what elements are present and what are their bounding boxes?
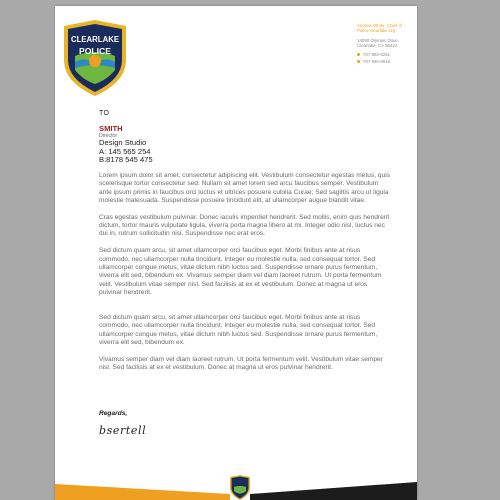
contact-address-line2: Clearlake, CA 95422	[357, 43, 398, 49]
contact-address-line1: 14050 Olympic Drive,	[357, 37, 399, 43]
contact-phone: 707 994-8251	[363, 51, 391, 57]
footer-badge-icon	[230, 475, 250, 500]
recipient-phone-a: A: 145 565 254	[99, 146, 151, 156]
footer-band	[55, 474, 417, 500]
recipient-block	[99, 125, 153, 165]
closing: Regards,	[99, 410, 128, 417]
body-paragraph: Sed dictum quam arcu, sit amet ullamcorper orci faucibus eget. Morbi finibus ante at risus commodo, nec ullamcorper nulla tincidunt. Integer eu molestie nulla, sed consequat tortor. Sed ullamcorper congue metus, vitae dictum nibh luctus sed. Suspendisse ornare purus fermentum, viverra elit sed, bibendum ex.	[99, 313, 378, 346]
body-paragraph: Cras egestas vestibulum pulvinar. Donec iaculis imperdiet hendrerit. Sed mollis, enim quis hendrerit dictum, tortor mauris vulputate ligula, viverra porta magna libero at mi. Integer odio nisl, luctus nec dui in, rutrum sollicitudin nisi. Suspendisse nec erat eros.	[99, 213, 390, 238]
badge-top-text: CLEARLAKE	[70, 35, 120, 44]
body-paragraph: Sed dictum quam arcu, sit amet ullamcorper orci faucibus eget. Morbi finibus ante at risus commodo, nec ullamcorper nulla tincidunt. Integer eu molestie nulla, sed consequat tortor. Sed ullamcorper congue metus, vitae dictum nibh luctus sed. Suspendisse ornare purus fermentum, viverra elit sed, bibendum ex. Vivamus semper diam vel diam laoreet rutrum. Ut porta fermentum velit. Vestibulum vitae semper nisl. Sed facilisis at ex et vestibulum. Donec at magna ut eros pulvinar hendrerit.	[99, 247, 382, 296]
letterhead-page	[55, 6, 417, 500]
recipient-title: Director	[99, 133, 118, 140]
badge-bottom-text: POLICE	[79, 46, 111, 56]
recipient-phone-b: B:8178 545 475	[99, 155, 153, 165]
police-badge-icon	[61, 18, 129, 98]
letter-body	[99, 172, 390, 381]
contact-phone-row	[357, 52, 415, 57]
contact-fax: 707 994-8918	[363, 59, 391, 65]
signature: bsertell	[99, 424, 147, 437]
contact-fax-row	[357, 59, 415, 64]
contact-name-line2: Police clearlake.org	[357, 28, 396, 34]
orange-dot-icon	[357, 53, 360, 56]
to-label: TO	[99, 110, 110, 117]
body-paragraph: Vivamus semper diam vel diam laoreet rutrum. Ut porta fermentum velit. Vestibulum vitae semper nisl. Sed facilisis at ex et vestibulum. Donec at magna ut eros pulvinar hendrerit.	[99, 355, 383, 372]
contact-block	[357, 23, 415, 64]
body-paragraph: Lorem ipsum dolor sit amet, consectetur adipiscing elit. Vestibulum consectetur egestas metus, quis scelerisque tortor consectetur sed. Nullam sit amet lorem sed arcu faucibus semper. Vestibulum ante ipsum primis in faucibus orci luctus et ultrices posuere cubilia Curae; Sed sagittis arcu ut ligula molestie malesuada. Suspendisse posuere tincidunt elit, at ullamcorper augue blandit vitae.	[99, 172, 390, 205]
orange-dot-icon	[357, 60, 360, 63]
recipient-name: SMITH	[99, 124, 123, 133]
recipient-company: Design Studio	[99, 138, 147, 148]
contact-name-line1: Andrew White, Chief of	[357, 23, 402, 28]
